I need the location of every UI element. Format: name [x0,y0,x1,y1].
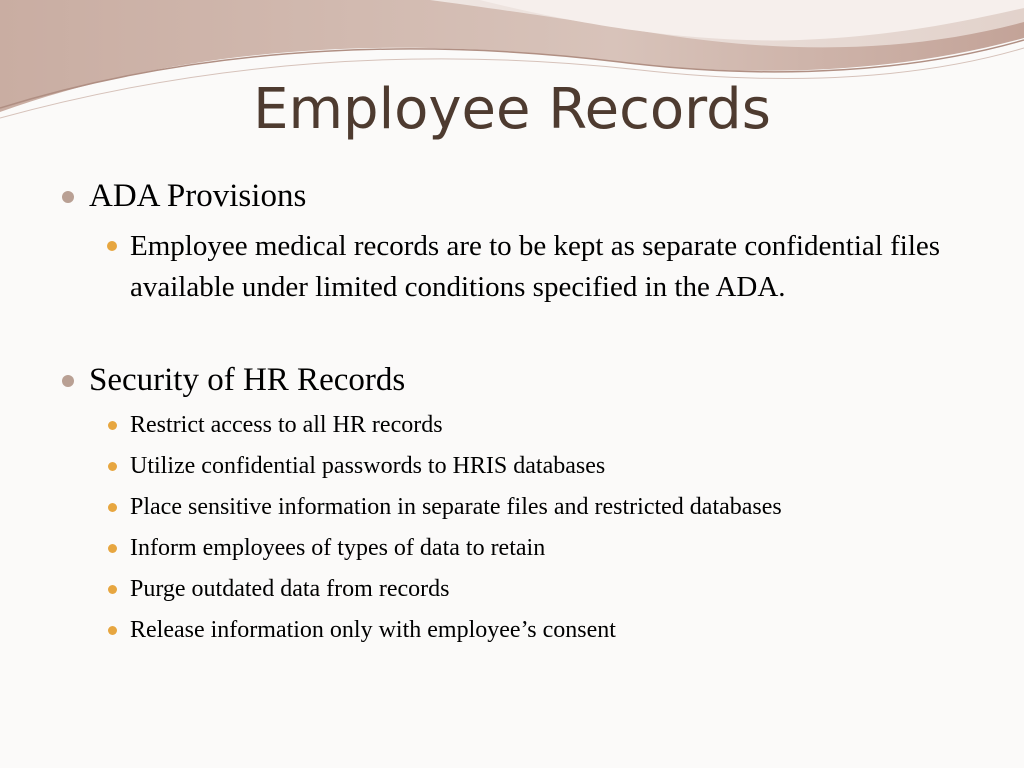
bullet-level2-item [130,615,616,645]
bullet-level1-security [89,360,405,400]
bullet-text: ADA Provisions [89,178,307,214]
bullet-level2-item [130,451,605,481]
bullet-dot-icon [62,191,74,203]
bullet-text: Inform employees of types of data to retain [130,535,546,561]
bullet-dot-icon [108,544,117,553]
bullet-text: Restrict access to all HR records [130,412,443,438]
bullet-level2-item [130,492,782,522]
slide-title: Employee Records [253,77,771,142]
bullet-level1-ada-provisions [89,176,306,216]
bullet-text: Security of HR Records [89,362,406,398]
bullet-level2-item [130,574,449,604]
bullet-dot-icon [108,462,117,471]
bullet-dot-icon [107,241,117,251]
bullet-dot-icon [62,375,74,387]
bullet-dot-icon [108,421,117,430]
bullet-text: Utilize confidential passwords to HRIS databases [130,453,606,479]
bullet-level2-item [130,533,545,563]
bullet-dot-icon [108,503,117,512]
bullet-dot-icon [108,585,117,594]
bullet-text: Place sensitive information in separate files and restricted databases [130,494,782,520]
bullet-level2-item [130,410,443,440]
bullet-text: Purge outdated data from records [130,576,450,602]
bullet-dot-icon [108,626,117,635]
bullet-text: Employee medical records are to be kept as separate confidential files available under limited conditions specified in the ADA. [130,230,941,303]
bullet-text: Release information only with employee’s consent [130,617,616,643]
bullet-level2-medical-records [130,226,990,308]
